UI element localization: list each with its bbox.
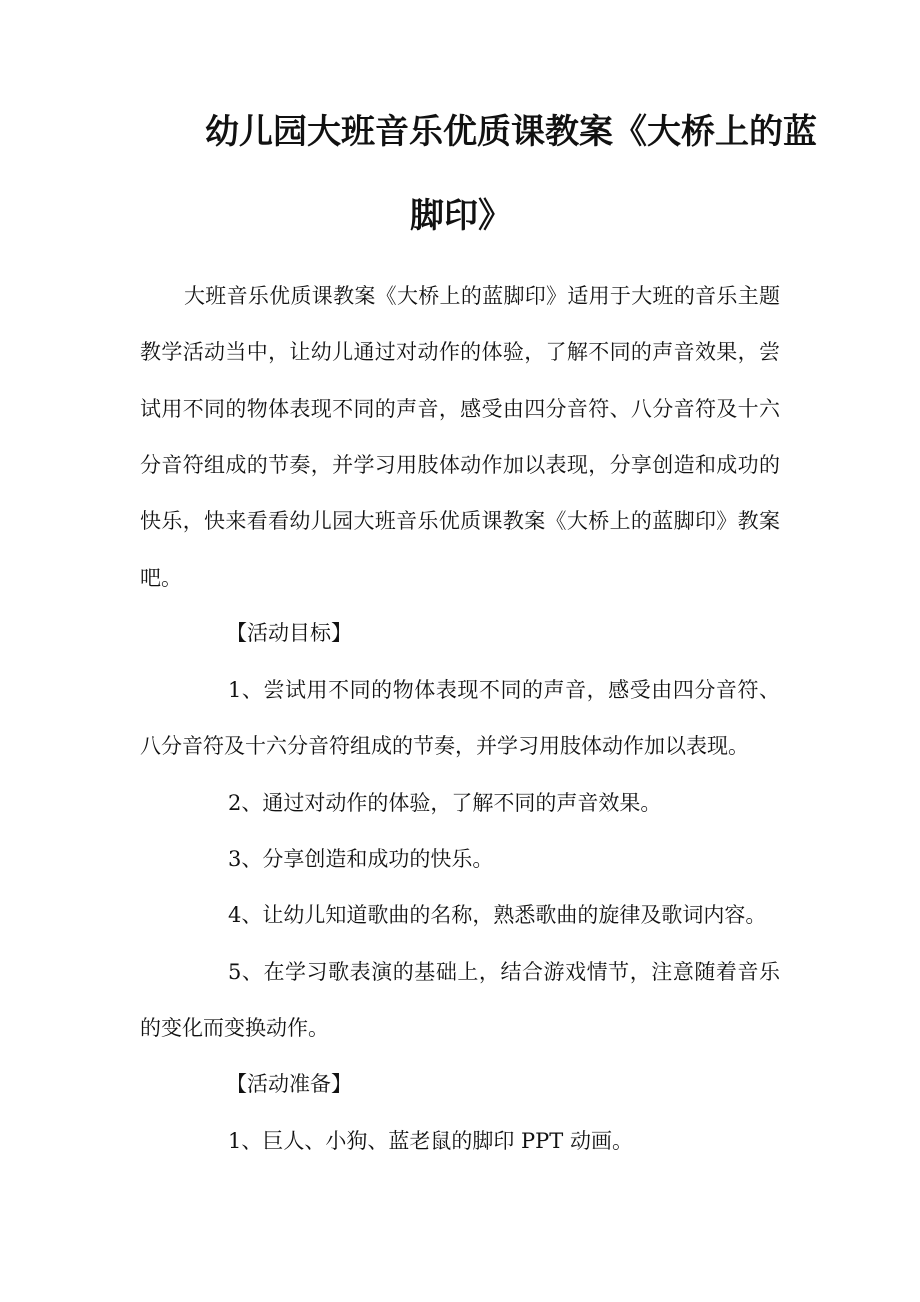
intro-line-6: 吧。 [140,566,182,590]
goal-line-1: 1、尝试用不同的物体表现不同的声音，感受由四分音符、 [228,678,780,702]
intro-line-1: 大班音乐优质课教案《大桥上的蓝脚印》适用于大班的音乐主题 [184,284,780,308]
goal-line-7: 的变化而变换动作。 [140,1016,329,1040]
intro-line-4: 分音符组成的节奏，并学习用肢体动作加以表现，分享创造和成功的 [140,453,780,477]
intro-line-3: 试用不同的物体表现不同的声音，感受由四分音符、八分音符及十六 [140,397,780,421]
goal-line-6: 5、在学习歌表演的基础上，结合游戏情节，注意随着音乐 [228,960,780,984]
goal-line-3: 2、通过对动作的体验，了解不同的声音效果。 [228,791,662,815]
goal-line-2: 八分音符及十六分音符组成的节奏，并学习用肢体动作加以表现。 [140,734,749,758]
goal-line-4: 3、分享创造和成功的快乐。 [228,847,494,871]
intro-line-2: 教学活动当中，让幼儿通过对动作的体验，了解不同的声音效果，尝 [140,340,780,364]
intro-line-5: 快乐，快来看看幼儿园大班音乐优质课教案《大桥上的蓝脚印》教案 [140,509,780,533]
document-title-line-2: 脚印》 [410,196,512,236]
prep-line-1: 1、巨人、小狗、蓝老鼠的脚印 PPT 动画。 [228,1129,633,1153]
document-title-line-1: 幼儿园大班音乐优质课教案《大桥上的蓝 [205,112,817,152]
prep-heading: 【活动准备】 [226,1072,352,1096]
goal-line-5: 4、让幼儿知道歌曲的名称，熟悉歌曲的旋律及歌词内容。 [228,903,767,927]
goals-heading: 【活动目标】 [226,621,352,645]
